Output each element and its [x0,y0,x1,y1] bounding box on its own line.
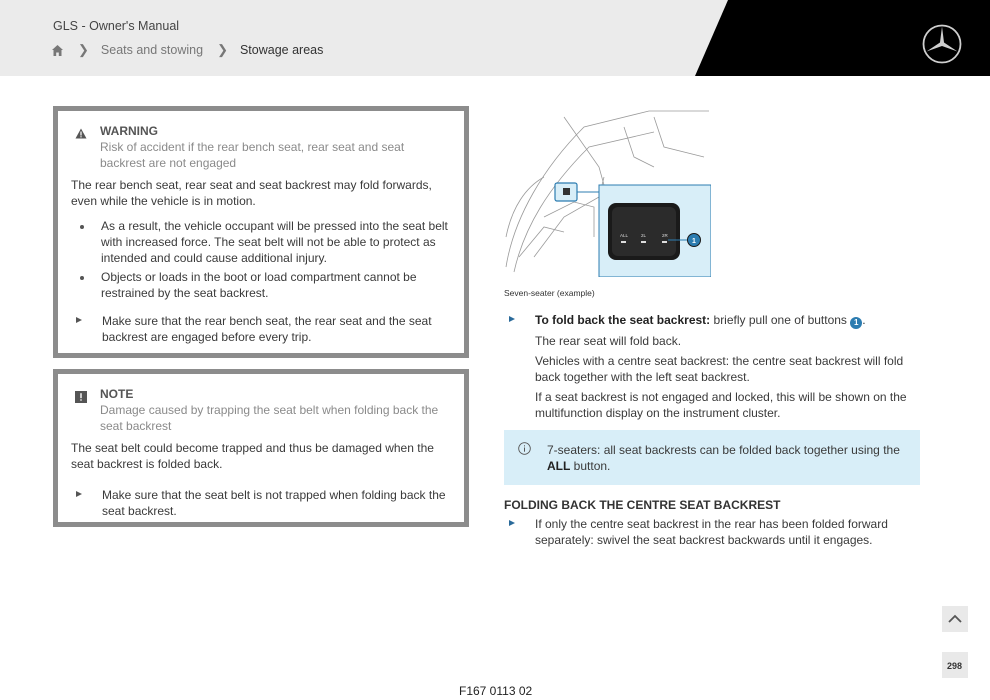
page-number-button[interactable] [942,652,968,678]
chevron-right-icon: ❯ [78,42,89,57]
list-item: As a result, the vehicle occupant will be pressed into the seat belt with increased force. The seat belt will not be able to protect as intended and could cause additional injury. [71,218,450,266]
info-text-after: button. [573,459,611,473]
action-arrow-icon [509,316,515,322]
note-title: NOTE [100,387,134,401]
page-number: 298 [947,661,963,671]
fold-lead-bold: To fold back the seat backrest: [535,313,711,327]
info-bold: ALL [547,459,571,473]
list-item: Objects or loads in the boot or load compartment cannot be restrained by the seat backrest. [71,269,450,301]
info-text-before: 7-seaters: all seat backrests can be folded back together using the [547,443,900,457]
fold-result-3: If a seat backrest is not engaged and locked, this will be shown on the multifunction display on the instrument cluster. [535,390,907,420]
fold-lead-text: briefly pull one of buttons [713,313,847,327]
action-arrow-icon [76,491,82,497]
breadcrumb [51,42,323,58]
warning-bullets [71,218,450,301]
warning-box [53,106,469,358]
note-box [53,369,469,527]
note-subtitle: Damage caused by trapping the seat belt when folding back the seat backrest [100,403,439,433]
fold-instructions: To fold back the seat backrest: briefly pull one of buttons 1 . The rear seat will fold back. Vehicles with a centre seat backrest: the centre seat backrest will fold back together with the left seat backrest. If a seat backrest is not engaged and locked, this will be shown on the multifunction display on the instrument cluster. [504,312,920,421]
header-bar [0,0,990,76]
note-intro: The seat belt could become trapped and thus be damaged when the seat backrest is folded back. [71,441,434,471]
centre-instructions [504,516,920,548]
seat-button-label-2l: 2L [641,233,647,238]
warning-title: WARNING [100,124,158,138]
note-action [71,487,450,519]
document-code: F167 0113 02 [459,684,533,698]
manual-title: GLS - Owner's Manual [53,19,180,33]
breadcrumb-stowage-areas: Stowage areas [239,43,324,57]
chevron-up-icon [942,606,968,632]
centre-text: If only the centre seat backrest in the rear has been folded forward separately: swivel the seat backrest backwards until it engages. [535,517,888,547]
warning-triangle-icon [75,128,87,139]
note-exclamation-icon [75,391,87,403]
fold-result-1: The rear seat will fold back. [535,334,682,348]
figure-callout-1: 1 [692,238,696,245]
note-action-text: Make sure that the seat belt is not trapped when folding back the seat backrest. [102,488,446,518]
info-box [504,430,920,485]
home-icon[interactable] [51,44,64,57]
warning-action-text: Make sure that the rear bench seat, the rear seat and the seat backrest are engaged before every trip. [102,314,432,344]
chevron-right-icon: ❯ [217,42,228,57]
seat-buttons-illustration [504,107,711,277]
fold-result-2: Vehicles with a centre seat backrest: the centre seat backrest will fold back together with the left seat backrest. [535,354,904,384]
seat-button-label-all: ALL [620,233,629,238]
action-arrow-icon [509,520,515,526]
scroll-to-top-button[interactable] [942,606,968,632]
breadcrumb-seats-and-stowing[interactable]: Seats and stowing [100,43,204,57]
warning-action [71,313,450,345]
figure-caption: Seven-seater (example) [504,288,595,298]
mercedes-star-logo [921,23,963,65]
section-heading-centre-seat: FOLDING BACK THE CENTRE SEAT BACKREST [504,498,781,512]
info-icon [518,442,531,455]
warning-subtitle: Risk of accident if the rear bench seat, rear seat and seat backrest are not engaged [100,140,405,170]
action-arrow-icon [76,317,82,323]
warning-intro: The rear bench seat, rear seat and seat backrest may fold forwards, even while the vehicle is in motion. [71,178,432,208]
callout-1-badge: 1 [850,317,862,329]
seat-button-label-2r: 2R [662,233,668,238]
